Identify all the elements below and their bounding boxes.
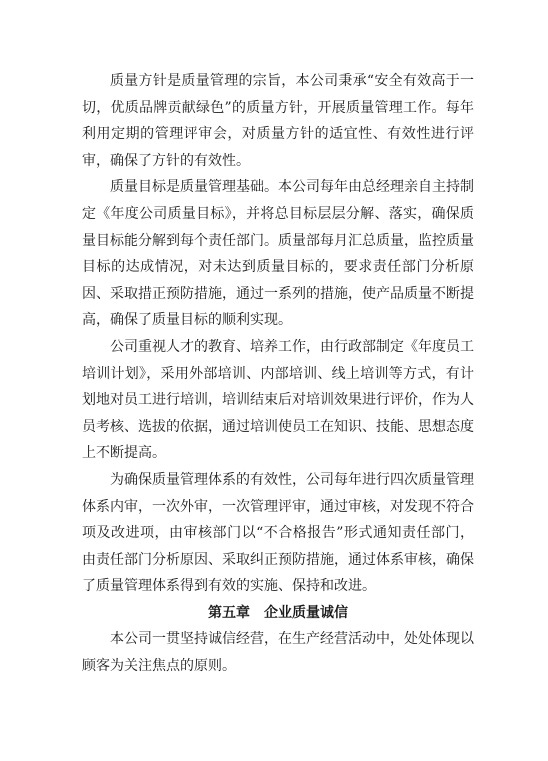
paragraph-quality-objectives: 质量目标是质量管理基础。本公司每年由总经理亲自主持制定《年度公司质量目标》，并将总目标层层分解、落实，确保质量目标能分解到每个责任部门。质量部每月汇总质量，监控质量目标的达成情况，对未达到质量目标的，要求责任部门分析原因、采取措正预防措施，通过一系列的措施，使产品质量不断提高，确保了质量目标的顺利实现。 [82,179,474,329]
chapter-heading: 第五章 企业质量诚信 [208,604,348,621]
document-page [82,68,474,680]
paragraph-quality-policy: 质量方针是质量管理的宗旨，本公司秉承“安全有效高于一切，优质品牌贡献绿色”的质量方针，开展质量管理工作。每年利用定期的管理评审会，对质量方针的适宜性、有效性进行评审，确保了方针的有效性。 [82,73,474,169]
paragraph-system-audit: 为确保质量管理体系的有效性，公司每年进行四次质量管理体系内审，一次外审，一次管理评审，通过审核，对发现不符合项及改进项，由审核部门以“不合格报告”形式通知责任部门，由责任部门分析原因、采取纠正预防措施，通过体系审核，确保了质量管理体系得到有效的实施、保持和改进。 [82,471,474,595]
paragraph-staff-training: 公司重视人才的教育、培养工作，由行政部制定《年度员工培训计划》，采用外部培训、内部培训、线上培训等方式，有计划地对员工进行培训，培训结束后对培训效果进行评价，作为人员考核、选拔的依据，通过培训使员工在知识、技能、思想态度上不断提高。 [82,338,474,462]
paragraph-integrity: 本公司一贯坚持诚信经营，在生产经营活动中，处处体现以顾客为关注焦点的原则。 [82,631,474,675]
